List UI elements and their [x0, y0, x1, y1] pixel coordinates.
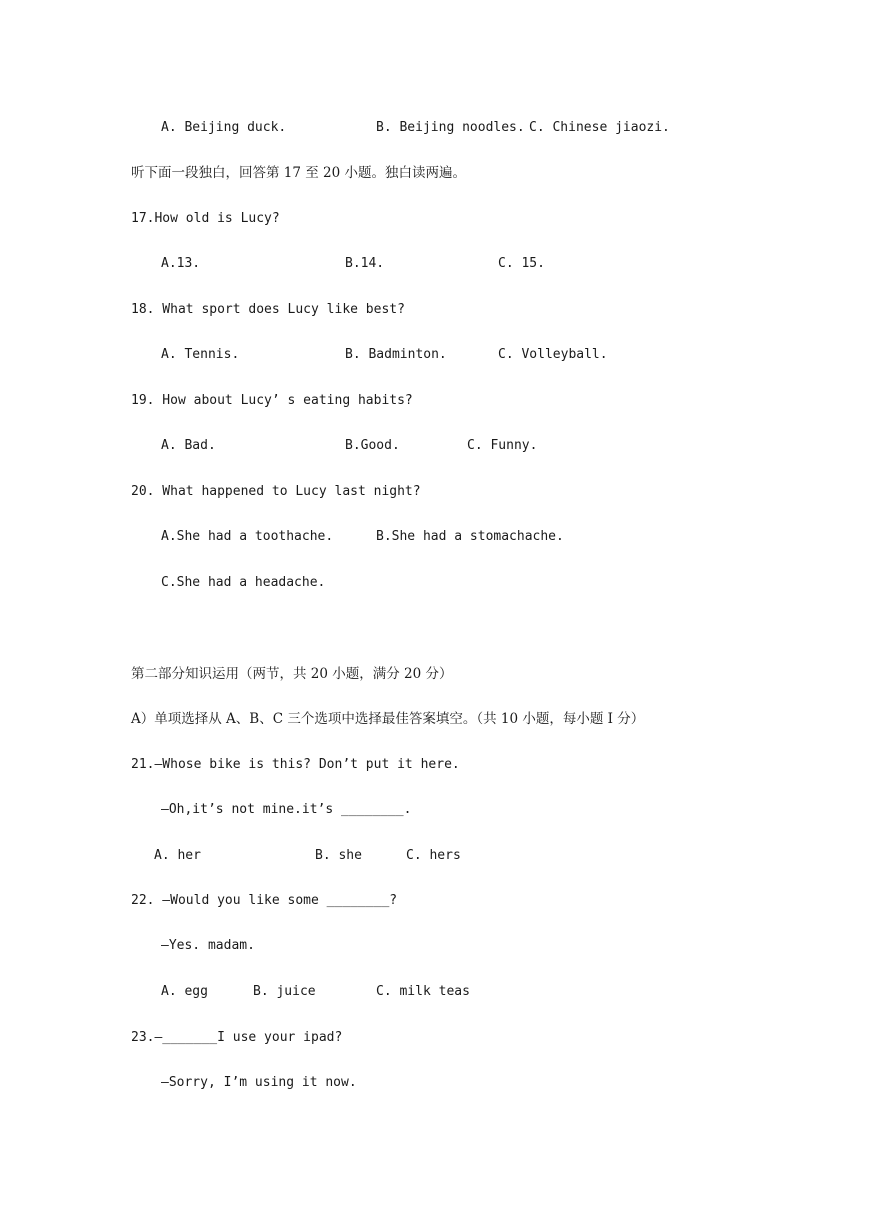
q22-option-b: B. juice — [253, 984, 316, 999]
listening-instruction: 听下面一段独白，回答第 17 至 20 小题。独白读两遍。 — [131, 165, 467, 181]
q21-option-c: C. hers — [406, 848, 461, 863]
q19-option-a: A. Bad. — [161, 438, 216, 453]
q20-option-a: A.She had a toothache. — [161, 529, 334, 544]
q23-response: —Sorry, I’m using it now. — [161, 1075, 357, 1090]
q22-response: —Yes. madam. — [161, 938, 255, 953]
q23-question: 23.—_______I use your ipad? — [131, 1030, 343, 1045]
section-a-instruction: A）单项选择从 A、B、C 三个选项中选择最佳答案填空。（共 10 小题，每小题 I 分） — [131, 711, 645, 727]
q21-option-a: A. her — [154, 848, 201, 863]
q18-option-b: B. Badminton. — [345, 347, 447, 362]
q19-option-c: C. Funny. — [467, 438, 538, 453]
q16-option-a: A. Beijing duck. — [161, 120, 287, 135]
q22-question: 22. —Would you like some ________? — [131, 893, 398, 908]
q20-option-b: B.She had a stomachache. — [376, 529, 564, 544]
q17-question: 17.How old is Lucy? — [131, 211, 280, 226]
q22-option-a: A. egg — [161, 984, 208, 999]
q22-option-c: C. milk teas — [376, 984, 470, 999]
q16-option-b: B. Beijing noodles. — [376, 120, 525, 135]
q19-option-b: B.Good. — [345, 438, 400, 453]
part2-title: 第二部分知识运用（两节，共 20 小题，满分 20 分） — [131, 666, 453, 682]
q20-question: 20. What happened to Lucy last night? — [131, 484, 421, 499]
q17-option-b: B.14. — [345, 256, 385, 271]
q17-option-a: A.13. — [161, 256, 201, 271]
q21-question: 21.—Whose bike is this? Don’t put it here. — [131, 757, 460, 772]
q19-question: 19. How about Lucy’ s eating habits? — [131, 393, 413, 408]
q18-question: 18. What sport does Lucy like best? — [131, 302, 405, 317]
q17-option-c: C. 15. — [498, 256, 545, 271]
q18-option-c: C. Volleyball. — [498, 347, 608, 362]
q18-option-a: A. Tennis. — [161, 347, 240, 362]
q21-option-b: B. she — [315, 848, 362, 863]
q16-option-c: C. Chinese jiaozi. — [529, 120, 670, 135]
q20-option-c: C.She had a headache. — [161, 575, 326, 590]
q21-response: —Oh,it’s not mine.it’s ________. — [161, 802, 412, 817]
